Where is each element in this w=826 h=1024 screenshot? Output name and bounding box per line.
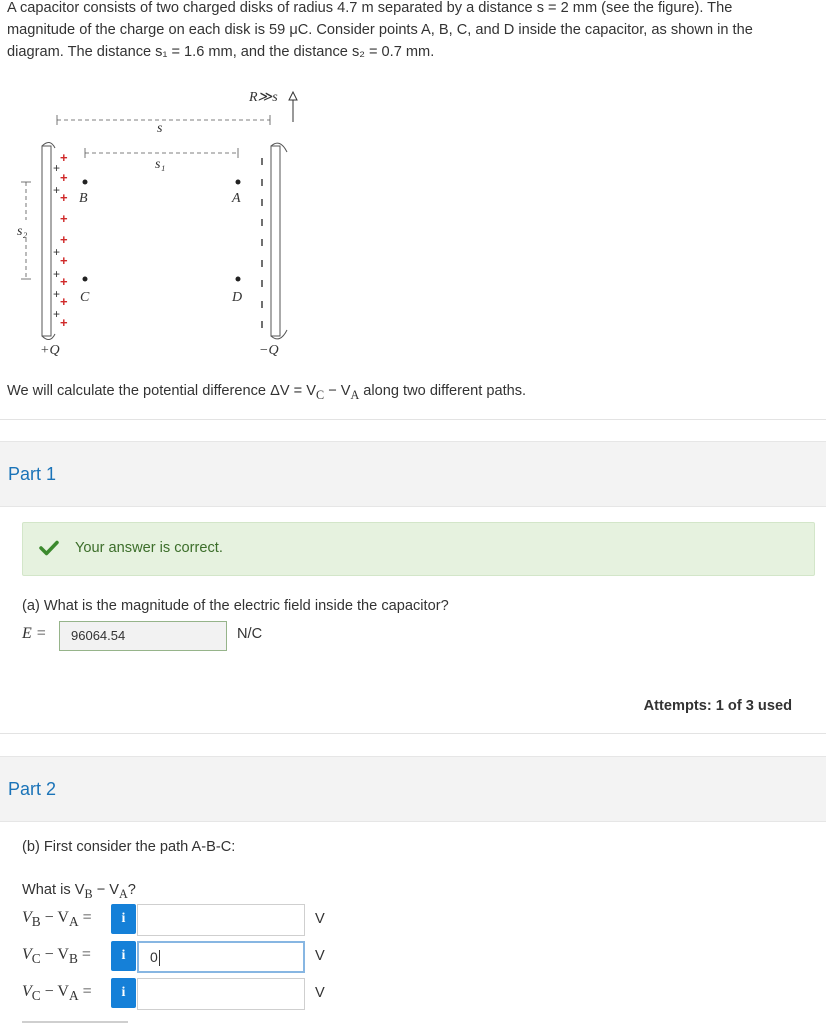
plus-sign: +: [60, 190, 68, 205]
vc-minus-va-input[interactable]: [137, 978, 305, 1010]
volt-unit-label: V: [315, 911, 325, 927]
part-2-title[interactable]: Part 2: [8, 779, 57, 799]
svg-text:+: +: [53, 161, 61, 175]
capacitor-diagram: [0, 82, 310, 364]
positive-charges: [60, 150, 68, 330]
svg-text:+: +: [53, 307, 61, 321]
vb-minus-va-input[interactable]: [137, 904, 305, 936]
feedback-text: Your answer is correct.: [75, 540, 223, 556]
info-icon[interactable]: i: [111, 978, 136, 1008]
correct-feedback-banner: [22, 522, 815, 576]
part-1-question: (a) What is the magnitude of the electric field inside the capacitor?: [22, 598, 449, 614]
s2-label: s₂: [17, 224, 28, 239]
svg-text:+: +: [53, 245, 61, 259]
point-a-dot: [236, 180, 241, 185]
negative-plate: [271, 146, 280, 336]
plus-q-label: +Q: [40, 343, 60, 358]
point-c-dot: [83, 277, 88, 282]
vc-minus-vb-input[interactable]: [137, 941, 305, 973]
vc-minus-vb-label: $V_C - V_B$ =: [22, 946, 91, 967]
minus-q-label: −Q: [259, 343, 279, 358]
volt-unit-label: V: [315, 985, 325, 1001]
svg-text:+: +: [53, 267, 61, 281]
vc-minus-va-label: $V_C - V_A$ =: [22, 983, 92, 1004]
part-2-header: [0, 756, 826, 822]
svg-text:+: +: [53, 183, 61, 197]
plus-sign: +: [60, 294, 68, 309]
s1-label: s₁: [155, 157, 166, 172]
plus-sign: +: [60, 315, 68, 330]
checkmark-icon: [39, 540, 59, 556]
e-unit-label: N/C: [237, 626, 263, 642]
positive-plate: [42, 146, 51, 336]
point-c-label: C: [80, 290, 90, 305]
problem-statement: [7, 0, 812, 63]
e-answer-field[interactable]: 96064.54: [59, 621, 227, 651]
point-d-label: D: [232, 290, 243, 305]
part-2-question: (b) First consider the path A-B-C:: [22, 839, 236, 855]
plus-sign: +: [60, 232, 68, 247]
attempts-counter: Attempts: 1 of 3 used: [643, 698, 792, 714]
vb-minus-va-label: $V_B - V_A$ =: [22, 909, 92, 930]
paths-statement: We will calculate the potential difference $\Delta V = V_C - V_A$ along two different paths.: [7, 383, 527, 402]
vc-minus-vb-value: 0: [150, 949, 158, 965]
svg-text:+: +: [53, 287, 61, 301]
plus-sign: +: [60, 253, 68, 268]
positive-charges-black: [53, 161, 60, 321]
divider: [0, 419, 826, 420]
r-much-greater-s-label: R≫s: [249, 90, 278, 105]
point-d-dot: [236, 277, 241, 282]
info-icon[interactable]: i: [111, 904, 136, 934]
problem-line-3: diagram. The distance s₁ = 1.6 mm, and the distance s₂ = 0.7 mm.: [7, 44, 435, 60]
plus-sign: +: [60, 211, 68, 226]
r-arrow-head: [289, 92, 297, 100]
info-icon[interactable]: i: [111, 941, 136, 971]
partial-button-edge: [22, 1021, 128, 1023]
e-variable-label: E =: [22, 625, 47, 642]
part-2-prompt: What is $V_B - V_A$?: [22, 882, 136, 901]
point-b-label: B: [79, 191, 88, 206]
point-b-dot: [83, 180, 88, 185]
plus-sign: +: [60, 150, 68, 165]
problem-line-1: A capacitor consists of two charged disks of radius 4.7 m separated by a distance s = 2 mm (see the figure). The: [7, 0, 733, 16]
plus-sign: +: [60, 274, 68, 289]
point-a-label: A: [232, 191, 241, 206]
divider: [0, 733, 826, 734]
s-label: s: [157, 121, 163, 136]
text-cursor: [159, 950, 160, 966]
plus-sign: +: [60, 170, 68, 185]
part-1-header: [0, 441, 826, 507]
volt-unit-label: V: [315, 948, 325, 964]
problem-line-2: magnitude of the charge on each disk is 59 μC. Consider points A, B, C, and D inside the capacitor, as shown in the: [7, 22, 753, 38]
part-1-title[interactable]: Part 1: [8, 464, 57, 484]
